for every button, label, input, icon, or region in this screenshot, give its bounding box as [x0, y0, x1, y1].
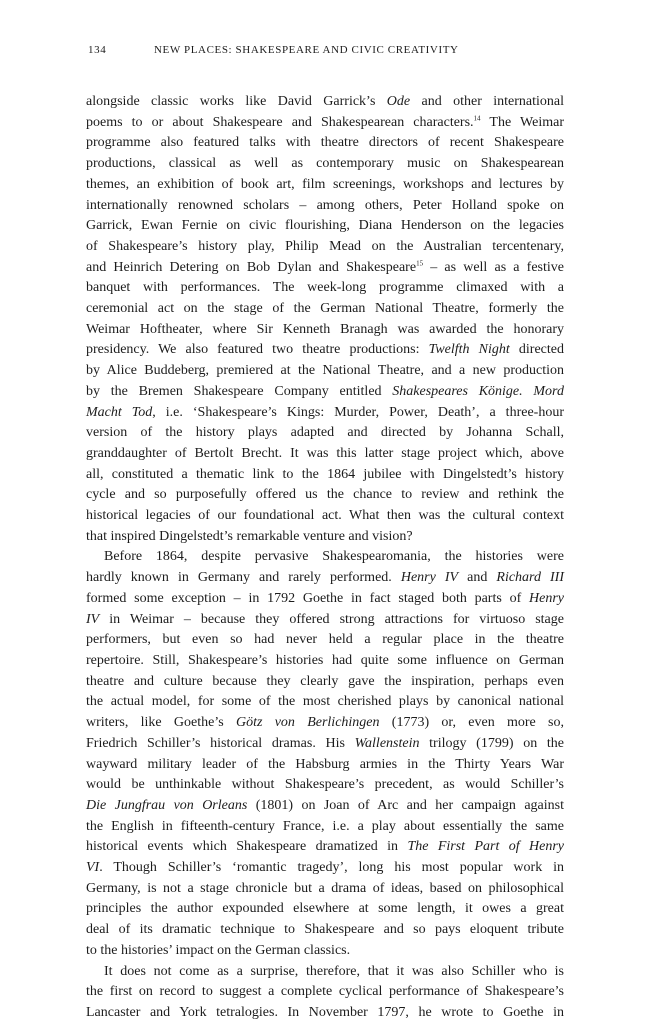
- text-run: Germany, is not a stage chronicle but a drama of ideas, based on philosophical: [86, 880, 564, 896]
- text-run: all, constituted a thematic link to the 1864 jubilee with Dingelstedt’s history: [86, 466, 564, 482]
- text-run: performers, but even so had never held a regular place in the theatre: [86, 632, 564, 648]
- text-run: principles the author expounded elsewhere at some length, it owes a great: [86, 901, 564, 917]
- text-run: cycle and so purposefully offered us the chance to review and rethink the: [86, 487, 564, 503]
- text-line: [86, 237, 564, 258]
- text-run: ceremonial act on the stage of the German National Theatre, formerly the: [86, 301, 564, 317]
- text-run: Lancaster and York tetralogies. In November 1797, he wrote to Goethe in: [86, 1004, 564, 1020]
- text-run: the first on record to suggest a complete cyclical performance of Shakespeare’s: [86, 984, 564, 1000]
- italic-title: Macht Tod: [86, 404, 153, 420]
- italic-title: Henry: [529, 590, 564, 606]
- text-line: [86, 775, 564, 796]
- footnote-marker: 14: [473, 114, 481, 123]
- text-line: [86, 444, 564, 465]
- italic-title: Die Jungfrau von Orleans: [86, 797, 248, 813]
- text-run: granddaughter of Bertolt Brecht. It was this latter stage project which, above: [86, 445, 564, 461]
- text-run: (1801) on Joan of Arc and her campaign against: [247, 797, 564, 813]
- text-line: [86, 837, 564, 858]
- text-line: [86, 982, 564, 1003]
- text-line: [86, 672, 564, 693]
- text-run: productions, classical as well as contemporary music on Shakespearean: [86, 156, 564, 172]
- text-run: The Weimar: [480, 114, 564, 130]
- text-run: directed: [509, 342, 564, 358]
- text-line: [86, 899, 564, 920]
- text-run: the actual model, for some of the most cherished plays by canonical national: [86, 694, 564, 710]
- italic-title: IV: [86, 611, 100, 627]
- text-run: version of the history plays adapted and directed by Johanna Schall,: [86, 425, 564, 441]
- text-run: and Heinrich Detering on Bob Dylan and Shakespeare: [86, 259, 417, 275]
- text-line: [86, 879, 564, 900]
- text-line: [86, 527, 564, 548]
- running-head: [88, 44, 562, 56]
- text-line: [86, 278, 564, 299]
- italic-title: Ode: [386, 94, 411, 109]
- text-run: Garrick, Ewan Fernie on civic flourishing, Diana Henderson on the legacies: [86, 218, 564, 234]
- text-run: wayward military leader of the Habsburg armies in the Thirty Years War: [86, 756, 564, 772]
- text-line: [86, 299, 564, 320]
- text-line: [86, 755, 564, 776]
- text-run: writers, like Goethe’s: [86, 715, 236, 731]
- text-run: by Alice Buddeberg, premiered at the National Theatre, and a new production: [86, 363, 564, 379]
- text-line: [86, 568, 564, 589]
- text-run: Friedrich Schiller’s historical dramas. His: [86, 735, 355, 751]
- text-line: [86, 423, 564, 444]
- text-run: and other international: [410, 94, 565, 109]
- text-line: [86, 589, 564, 610]
- text-run: and: [458, 570, 497, 586]
- text-run: themes, an exhibition of book art, film screenings, workshops and lectures by: [86, 176, 564, 192]
- text-line: [86, 175, 564, 196]
- text-line: [86, 196, 564, 217]
- text-line: [86, 692, 564, 713]
- text-line: [86, 258, 564, 279]
- italic-title: Wallenstein: [354, 735, 420, 751]
- text-line: [86, 962, 564, 983]
- text-line: [86, 403, 564, 424]
- italic-title: The First Part of Henry: [407, 839, 564, 855]
- text-run: theatre and culture because they clearly gave the inspiration, perhaps even: [86, 673, 564, 689]
- italic-title: Henry IV: [400, 570, 459, 586]
- text-line: [86, 713, 564, 734]
- text-line: [86, 320, 564, 341]
- text-run: hardly known in Germany and rarely performed.: [86, 570, 401, 586]
- text-line: [86, 630, 564, 651]
- text-run: historical events which Shakespeare dramatized in: [86, 839, 408, 855]
- italic-title: Twelfth Night: [428, 342, 510, 358]
- text-line: [86, 382, 564, 403]
- text-line: [86, 941, 564, 962]
- text-line: [86, 610, 564, 631]
- text-line: [86, 1003, 564, 1024]
- text-line: [86, 340, 564, 361]
- text-line: [86, 216, 564, 237]
- text-run: formed some exception – in 1792 Goethe in fact staged both parts of: [86, 590, 529, 606]
- text-line: [86, 734, 564, 755]
- body-text: [86, 92, 564, 1024]
- text-run: the English in fifteenth-century France, i.e. a play about essentially the same: [86, 818, 564, 834]
- italic-title: VI: [86, 860, 100, 876]
- page-number: 134: [88, 44, 107, 56]
- text-run: of Shakespeare’s history play, Philip Mead on the Australian tercentenary,: [86, 238, 564, 254]
- text-run: Before 1864, despite pervasive Shakespearomania, the histories were: [104, 549, 564, 565]
- footnote-marker: 15: [416, 258, 424, 267]
- text-line: [86, 133, 564, 154]
- text-run: trilogy (1799) on the: [419, 735, 564, 751]
- text-run: deal of its dramatic technique to Shakespeare and so pays eloquent tribute: [86, 922, 564, 938]
- text-run: internationally renowned scholars – among others, Peter Holland spoke on: [86, 197, 564, 213]
- text-line: [86, 154, 564, 175]
- italic-title: Richard III: [496, 570, 565, 586]
- text-line: [86, 547, 564, 568]
- text-line: [86, 361, 564, 382]
- text-run: to the histories’ impact on the German classics.: [86, 942, 351, 958]
- text-line: [86, 92, 564, 113]
- text-run: Weimar Hoftheater, where Sir Kenneth Branagh was awarded the honorary: [86, 321, 564, 337]
- text-run: by the Bremen Shakespeare Company entitled: [86, 383, 393, 399]
- text-line: [86, 113, 564, 134]
- text-line: [86, 465, 564, 486]
- text-run: . Though Schiller’s ‘romantic tragedy’, long his most popular work in: [99, 860, 564, 876]
- text-line: [86, 817, 564, 838]
- text-line: [86, 796, 564, 817]
- text-run: historical legacies of our foundational act. What then was the cultural context: [86, 508, 564, 524]
- text-run: in Weimar – because they offered strong attractions for virtuoso stage: [99, 611, 564, 627]
- text-run: repertoire. Still, Shakespeare’s histories had quite some influence on German: [86, 652, 564, 668]
- italic-title: Shakespeares Könige. Mord: [392, 383, 564, 399]
- text-run: programme also featured talks with theatre directors of recent Shakespeare: [86, 135, 564, 151]
- text-run: presidency. We also featured two theatre productions:: [86, 342, 429, 358]
- running-title: NEW PLACES: SHAKESPEARE AND CIVIC CREATIVITY: [154, 44, 459, 56]
- text-run: – as well as a festive: [423, 259, 565, 275]
- text-run: poems to or about Shakespeare and Shakespearean characters.: [86, 114, 474, 130]
- text-run: banquet with performances. The week-long programme climaxed with a: [86, 280, 564, 296]
- text-line: [86, 920, 564, 941]
- text-run: (1773) or, even more so,: [379, 715, 564, 731]
- text-run: would be unthinkable without Shakespeare’s precedent, as would Schiller’s: [86, 777, 564, 793]
- text-line: [86, 506, 564, 527]
- italic-title: Götz von Berlichingen: [235, 715, 380, 731]
- text-run: that inspired Dingelstedt’s remarkable venture and vision?: [86, 528, 413, 544]
- text-run: , i.e. ‘Shakespeare’s Kings: Murder, Power, Death’, a three-hour: [152, 404, 564, 420]
- text-run: It does not come as a surprise, therefore, that it was also Schiller who is: [104, 963, 564, 979]
- text-line: [86, 485, 564, 506]
- text-line: [86, 651, 564, 672]
- text-line: [86, 858, 564, 879]
- text-run: alongside classic works like David Garrick’s: [86, 94, 387, 109]
